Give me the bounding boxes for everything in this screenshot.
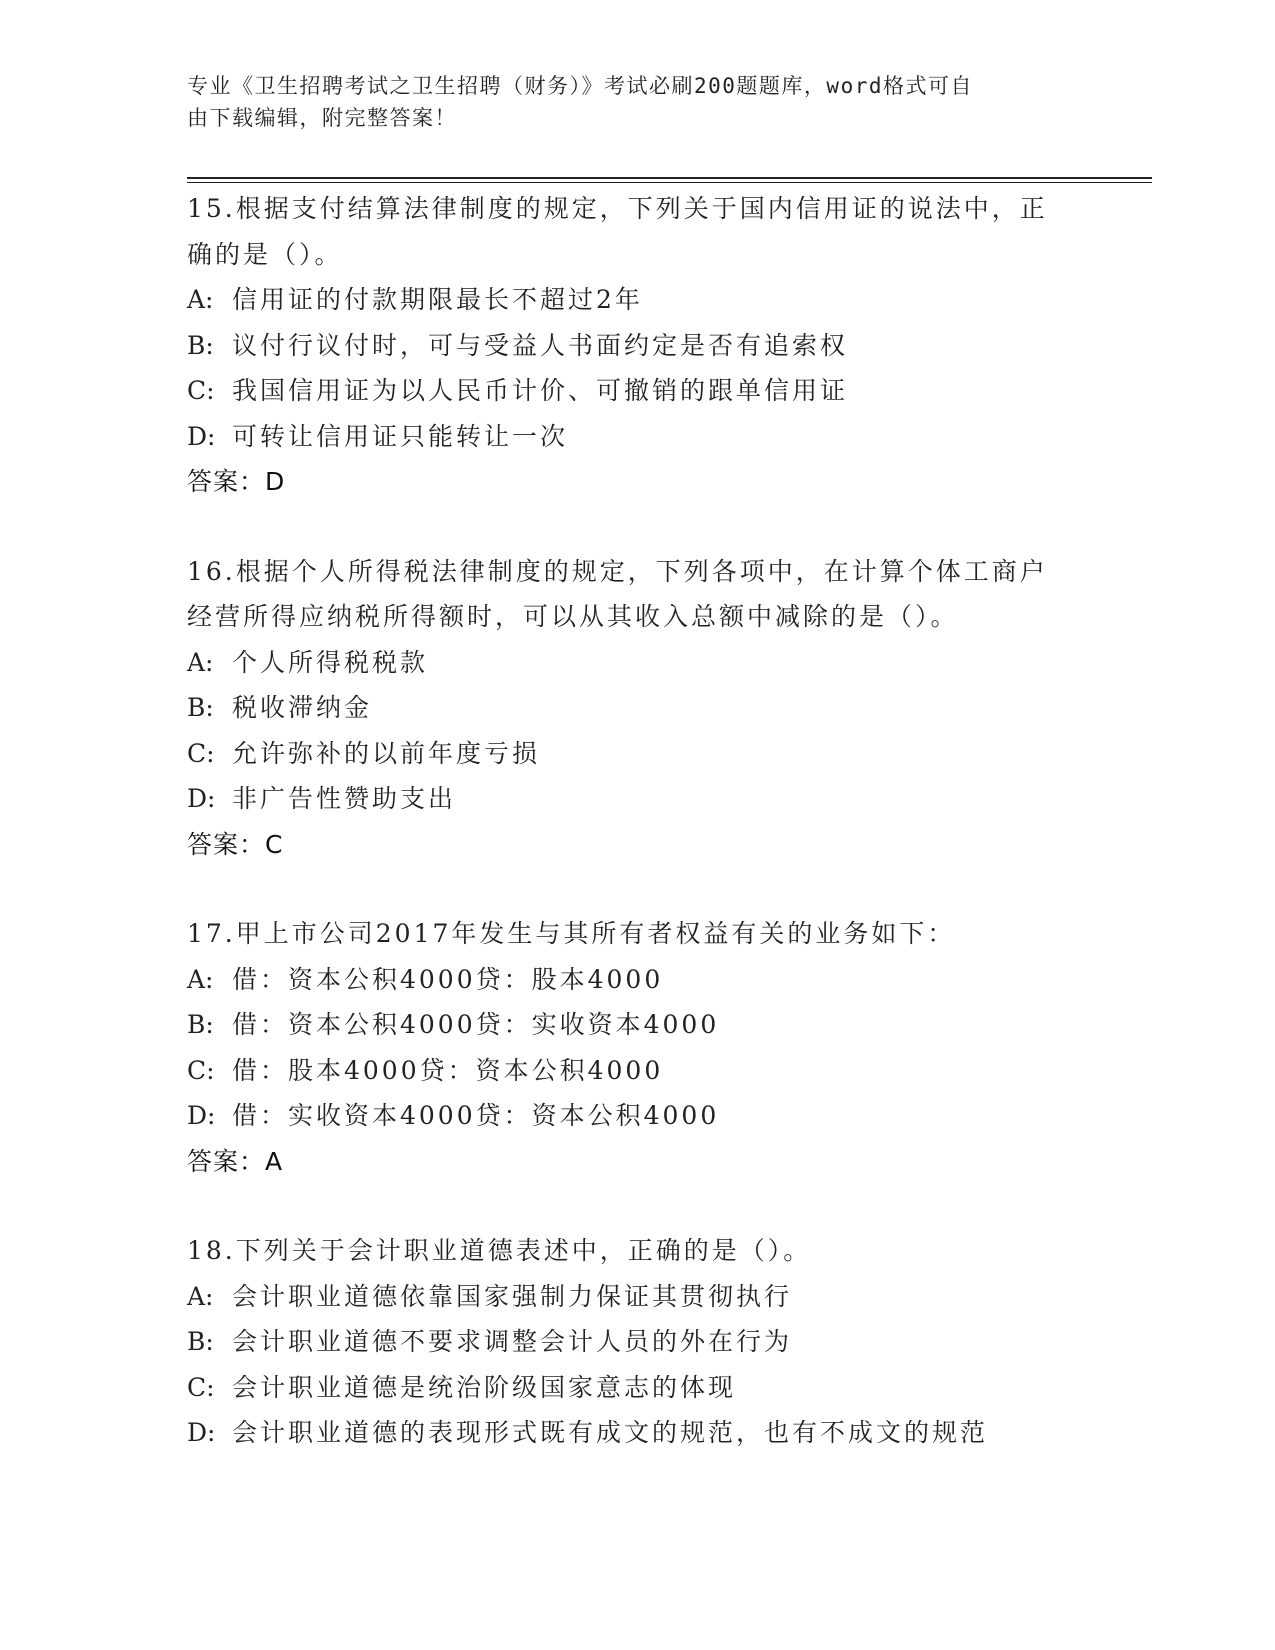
question-spacer xyxy=(187,867,1087,911)
option-letter: C: xyxy=(187,1372,215,1402)
option-c xyxy=(187,1048,1087,1094)
option-letter: D: xyxy=(187,1101,216,1130)
option-text: 会计职业道德不要求调整会计人员的外在行为 xyxy=(232,1327,793,1356)
option-text: 会计职业道德的表现形式既有成文的规范，也有不成文的规范 xyxy=(232,1418,989,1447)
option-letter: D: xyxy=(187,784,216,813)
option-b xyxy=(187,323,1087,369)
question-stem-continued: 确的是（）。 xyxy=(187,239,343,269)
option-letter: B: xyxy=(187,693,214,722)
option-letter: B: xyxy=(187,1010,214,1039)
option-c xyxy=(187,731,1087,777)
option-b xyxy=(187,1319,1087,1365)
option-d xyxy=(187,1410,1087,1456)
question-stem-continued: 经营所得应纳税所得额时，可以从其收入总额中减除的是（）。 xyxy=(187,602,959,631)
option-letter: B: xyxy=(187,330,214,360)
question-15 xyxy=(187,186,1087,505)
option-d xyxy=(187,776,1087,822)
option-text: 可转让信用证只能转让一次 xyxy=(232,421,569,451)
question-stem: 17.甲上市公司2017年发生与其所有者权益有关的业务如下： xyxy=(187,919,956,948)
header-divider-thin xyxy=(187,182,1152,183)
option-text: 允许弥补的以前年度亏损 xyxy=(232,738,541,768)
question-spacer xyxy=(187,1184,1087,1228)
option-text: 借：资本公积4000贷：实收资本4000 xyxy=(232,1010,720,1039)
option-letter: A: xyxy=(187,647,214,677)
option-a xyxy=(187,957,1087,1003)
answer-line: 答案：C xyxy=(187,829,284,859)
option-text: 借：资本公积4000贷：股本4000 xyxy=(232,964,664,994)
question-stem: 15.根据支付结算法律制度的规定，下列关于国内信用证的说法中，正 xyxy=(187,194,1048,223)
option-text: 借：实收资本4000贷：资本公积4000 xyxy=(232,1101,720,1130)
option-letter: C: xyxy=(187,376,215,405)
question-17 xyxy=(187,911,1087,1184)
option-c xyxy=(187,1365,1087,1411)
option-letter: C: xyxy=(187,738,215,768)
option-b xyxy=(187,685,1087,731)
question-spacer xyxy=(187,505,1087,549)
option-text: 我国信用证为以人民币计价、可撤销的跟单信用证 xyxy=(232,376,849,405)
option-letter: A: xyxy=(187,285,214,314)
option-text: 议付行议付时，可与受益人书面约定是否有追索权 xyxy=(232,330,849,360)
option-a xyxy=(187,277,1087,323)
option-c xyxy=(187,368,1087,414)
option-a xyxy=(187,640,1087,686)
option-b xyxy=(187,1002,1087,1048)
question-16 xyxy=(187,549,1087,868)
header-line-2: 由下载编辑，附完整答案！ xyxy=(187,106,457,130)
option-letter: D: xyxy=(187,1418,216,1447)
option-letter: A: xyxy=(187,1281,214,1311)
option-d xyxy=(187,1093,1087,1139)
question-18 xyxy=(187,1228,1087,1456)
option-text: 借：股本4000贷：资本公积4000 xyxy=(232,1055,664,1085)
answer-line: 答案：A xyxy=(187,1146,284,1176)
option-letter: B: xyxy=(187,1327,214,1356)
option-letter: A: xyxy=(187,964,214,994)
option-d xyxy=(187,414,1087,460)
option-a xyxy=(187,1274,1087,1320)
option-text: 税收滞纳金 xyxy=(232,693,373,722)
option-text: 会计职业道德依靠国家强制力保证其贯彻执行 xyxy=(232,1281,793,1311)
option-letter: C: xyxy=(187,1055,215,1085)
option-text: 会计职业道德是统治阶级国家意志的体现 xyxy=(232,1372,737,1402)
option-text: 信用证的付款期限最长不超过2年 xyxy=(232,285,643,314)
header-line-1: 专业《卫生招聘考试之卫生招聘（财务）》考试必刷200题题库，word格式可自 xyxy=(187,74,973,98)
option-text: 个人所得税税款 xyxy=(232,647,429,677)
answer-line: 答案：D xyxy=(187,467,286,496)
question-stem: 18.下列关于会计职业道德表述中，正确的是（）。 xyxy=(187,1236,812,1265)
header-divider-thick xyxy=(187,177,1152,179)
document-header xyxy=(187,70,1067,134)
question-list xyxy=(187,186,1087,1456)
option-text: 非广告性赞助支出 xyxy=(232,784,457,813)
option-letter: D: xyxy=(187,421,216,451)
question-stem: 16.根据个人所得税法律制度的规定，下列各项中，在计算个体工商户 xyxy=(187,556,1048,586)
